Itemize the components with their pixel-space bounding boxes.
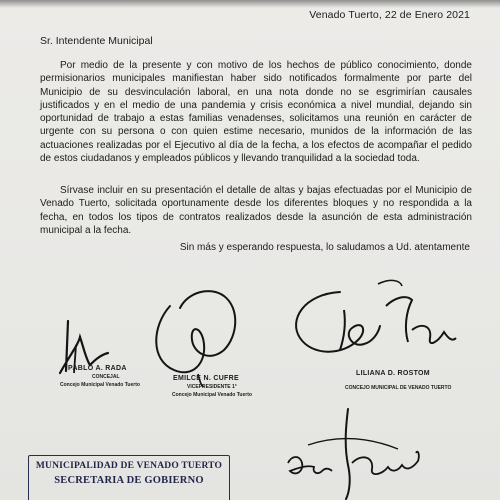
scan-edge-shadow [0,0,500,8]
signer-role-rada: CONCEJAL [92,374,120,380]
letter-paragraph-1: Por medio de la presente y con motivo de los hechos de público conocimiento, donde permisionarios municipales manifiestan haber sido notificados formalmente por parte del Municipio de su desvinculación laboral, en una nota donde no se esgrimirían causales justificados y en el medio de una pandemia y crisis económica a nivel mundial, dejando sin oportunidad de trabajo a estas familias venadenses, solicitamos una reunión en carácter de urgente con su persona o con quien estime necesario, munidos de la información de las actuaciones realizadas por el Ejecutivo al día de la fecha, a los efectos de acompañar el pedido de estos ciudadanos y empleados públicos y llevando tranquilidad a la sociedad toda. [40,60,472,165]
letter-date: Venado Tuerto, 22 de Enero 2021 [309,9,470,21]
stamp-secretariat: SECRETARIA DE GOBIERNO [54,475,204,486]
letter-paragraph-2: Sírvase incluir en su presentación el detalle de altas y bajas efectuadas por el Municipio de Venado Tuerto, solicitada oportunamente desde los diferentes bloques y no respondida a la fecha, en todos los tipos de contratos realizados desde la asunción de esta administración municipal a la fecha. [40,185,472,236]
handwritten-signature-rostom-icon [282,272,462,372]
signer-name-rada: PABLO A. RADA [68,365,127,372]
municipal-stamp [28,455,230,500]
letter-closing: Sin más y esperando respuesta, lo saludamos a Ud. atentamente [179,242,470,253]
signer-role-cufre: VICEPRESIDENTE 1° [187,384,237,390]
signer-institution-cufre: Concejo Municipal Venado Tuerto [172,392,252,398]
signature-rostom [282,272,462,372]
signature-fourth [278,405,438,500]
signer-institution-rostom: CONCEJO MUNICIPAL DE VENADO TUERTO [345,385,452,391]
signature-cufre [140,278,270,388]
handwritten-signature-cufre-icon [140,278,270,388]
signer-institution-rada: Concejo Municipal Venado Tuerto [60,382,140,388]
handwritten-signature-fourth-icon [278,405,438,500]
signer-name-cufre: EMILCE N. CUFRE [173,375,239,382]
signer-name-rostom: LILIANA D. ROSTOM [356,370,430,377]
stamp-municipality: MUNICIPALIDAD DE VENADO TUERTO [35,461,223,471]
letter-salutation: Sr. Intendente Municipal [40,35,153,47]
